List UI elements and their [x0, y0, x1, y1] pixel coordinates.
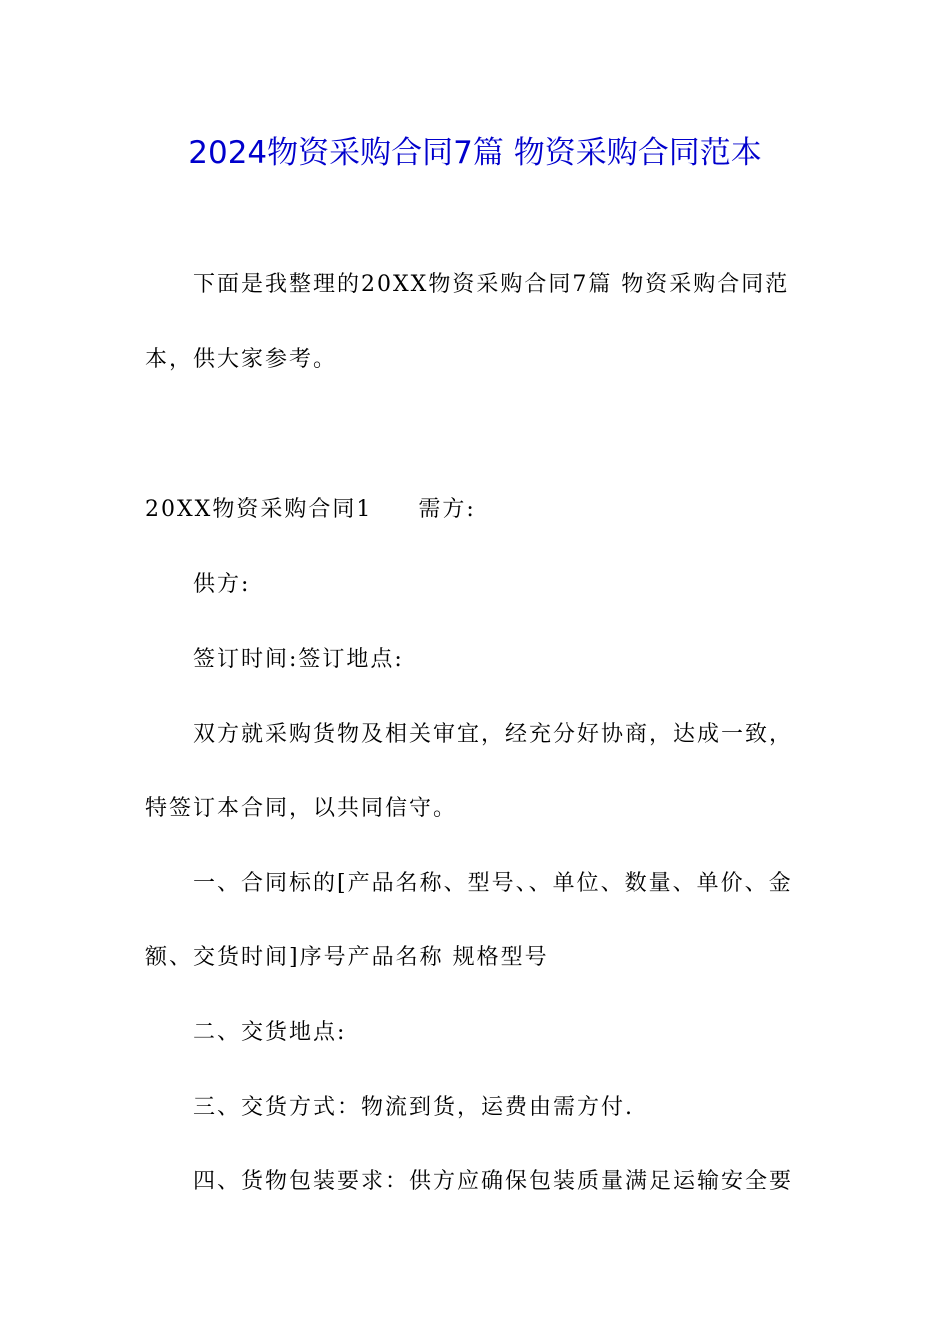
item2: 二、交货地点: [193, 1020, 347, 1045]
buyer-label: 需方: [418, 497, 476, 522]
item1-line-1: 一、合同标的[产品名称、型号、、单位、数量、单价、金 [193, 871, 793, 896]
item4: 四、货物包装要求：供方应确保包装质量满足运输安全要 [193, 1169, 794, 1194]
intro-line-2: 本，供大家参考。 [145, 347, 338, 372]
sign-info: 签订时间:签订地点: [193, 647, 404, 672]
para1-line-1: 双方就采购货物及相关审宜，经充分好协商，达成一致， [193, 722, 794, 747]
supplier-label: 供方: [193, 572, 251, 597]
contract-heading: 20XX物资采购合同1 [145, 497, 373, 522]
item1-line-2: 额、交货时间]序号产品名称 规格型号 [145, 945, 549, 970]
document-title: 2024物资采购合同7篇 物资采购合同范本 [188, 135, 762, 171]
item3: 三、交货方式：物流到货，运费由需方付. [193, 1095, 634, 1120]
para1-line-2: 特签订本合同，以共同信守。 [145, 796, 458, 821]
contract-heading-row [145, 492, 476, 528]
intro-line-1: 下面是我整理的20XX物资采购合同7篇 物资采购合同范 [193, 272, 790, 297]
